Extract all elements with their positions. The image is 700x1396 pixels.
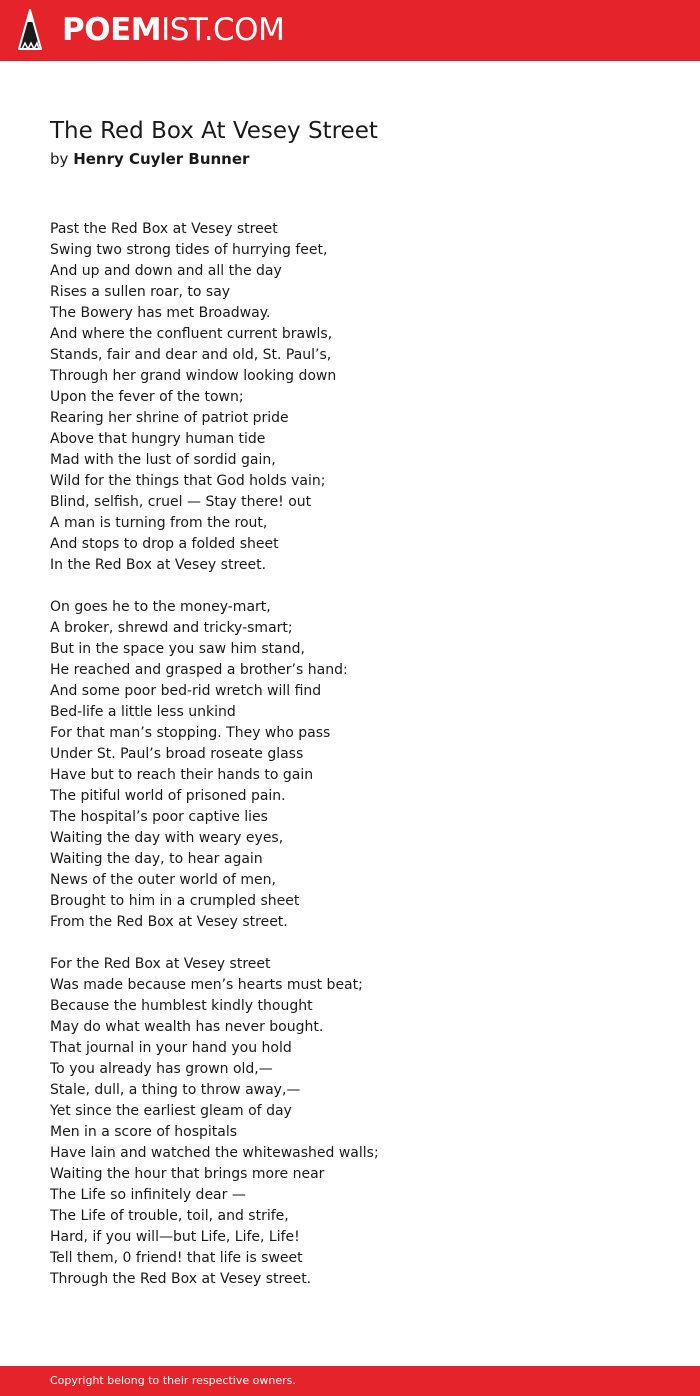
poem-line: He reached and grasped a brother’s hand: xyxy=(50,662,348,678)
poem-line: And some poor bed-rid wretch will find xyxy=(50,683,322,699)
pencil-icon[interactable] xyxy=(17,9,43,51)
poem-line: From the Red Box at Vesey street. xyxy=(50,914,288,930)
poem-line: Above that hungry human tide xyxy=(50,431,266,447)
stanza xyxy=(50,219,379,576)
poem-line: Past the Red Box at Vesey street xyxy=(50,221,278,237)
poem-line: But in the space you saw him stand, xyxy=(50,641,305,657)
poem-line: Tell them, 0 friend! that life is sweet xyxy=(50,1250,303,1266)
logo-light: IST.COM xyxy=(161,12,285,48)
poem-line: The hospital’s poor captive lies xyxy=(50,809,268,825)
poem-line: A man is turning from the rout, xyxy=(50,515,268,531)
poem-line: Waiting the day, to hear again xyxy=(50,851,263,867)
poem-line: Blind, selfish, cruel — Stay there! out xyxy=(50,494,312,510)
poem-line: Stale, dull, a thing to throw away,— xyxy=(50,1082,301,1098)
poem-line: Because the humblest kindly thought xyxy=(50,998,313,1014)
site-logo[interactable] xyxy=(62,12,284,48)
poem-line: Yet since the earliest gleam of day xyxy=(50,1103,292,1119)
poem-line: Bed-life a little less unkind xyxy=(50,704,236,720)
stanza xyxy=(50,597,379,933)
poem-line: Rearing her shrine of patriot pride xyxy=(50,410,289,426)
poem-line: Hard, if you will—but Life, Life, Life! xyxy=(50,1229,300,1245)
poem-line: For that man’s stopping. They who pass xyxy=(50,725,331,741)
poem-line: Stands, fair and dear and old, St. Paul’s, xyxy=(50,347,332,363)
poem-line: May do what wealth has never bought. xyxy=(50,1019,324,1035)
poem-line: Brought to him in a crumpled sheet xyxy=(50,893,300,909)
poem-line: A broker, shrewd and tricky-smart; xyxy=(50,620,293,636)
poem-line: Have but to reach their hands to gain xyxy=(50,767,314,783)
poem-line: Through her grand window looking down xyxy=(50,368,337,384)
logo-bold: POEM xyxy=(62,12,162,48)
poem-line: Rises a sullen roar, to say xyxy=(50,284,231,300)
poem-line: Through the Red Box at Vesey street. xyxy=(50,1271,312,1287)
poem-line: And stops to drop a folded sheet xyxy=(50,536,279,552)
poem-line: Swing two strong tides of hurrying feet, xyxy=(50,242,328,258)
poem-line: And up and down and all the day xyxy=(50,263,282,279)
copyright-text: Copyright belong to their respective owners. xyxy=(50,1374,296,1387)
poem-body xyxy=(50,219,379,1311)
poem-line: Under St. Paul’s broad roseate glass xyxy=(50,746,304,762)
site-footer xyxy=(0,1366,700,1396)
poem-line: The Life of trouble, toil, and strife, xyxy=(50,1208,289,1224)
stanza xyxy=(50,954,379,1290)
poem-line: The Life so infinitely dear — xyxy=(50,1187,246,1203)
author-name: Henry Cuyler Bunner xyxy=(73,150,250,168)
poem-line: The pitiful world of prisoned pain. xyxy=(50,788,286,804)
poem-line: That journal in your hand you hold xyxy=(50,1040,292,1056)
by-label: by xyxy=(50,150,69,168)
poem-line: News of the outer world of men, xyxy=(50,872,276,888)
poem-line: Men in a score of hospitals xyxy=(50,1124,238,1140)
poem-line: Have lain and watched the whitewashed walls; xyxy=(50,1145,379,1161)
poem-line: The Bowery has met Broadway. xyxy=(50,305,271,321)
poem-line: Waiting the hour that brings more near xyxy=(50,1166,325,1182)
poem-line: For the Red Box at Vesey street xyxy=(50,956,271,972)
poem-line: To you already has grown old,— xyxy=(50,1061,273,1077)
poem-line: Was made because men’s hearts must beat; xyxy=(50,977,363,993)
poem-title: The Red Box At Vesey Street xyxy=(50,118,378,144)
poem-line: Upon the fever of the town; xyxy=(50,389,244,405)
poem-line: And where the confluent current brawls, xyxy=(50,326,333,342)
poem-line: Wild for the things that God holds vain; xyxy=(50,473,326,489)
poem-line: Waiting the day with weary eyes, xyxy=(50,830,284,846)
poem-line: In the Red Box at Vesey street. xyxy=(50,557,267,573)
byline xyxy=(50,149,249,169)
poem-line: On goes he to the money-mart, xyxy=(50,599,271,615)
poem-line: Mad with the lust of sordid gain, xyxy=(50,452,276,468)
site-header xyxy=(0,0,700,61)
